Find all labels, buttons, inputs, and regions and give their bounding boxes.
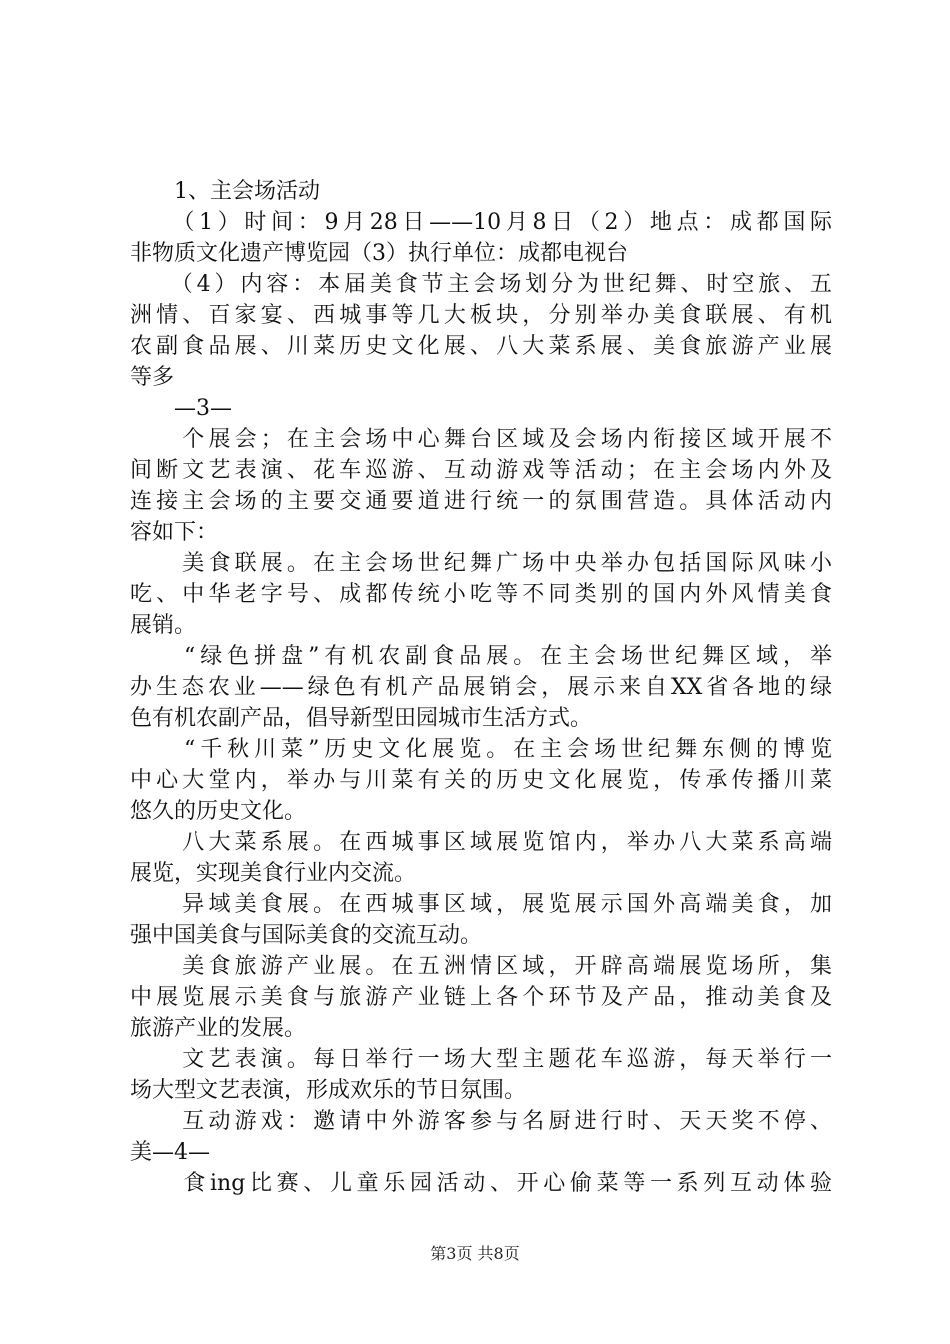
text-line: （1）时间：9月28日——10月8日（2）地点：成都国际 xyxy=(130,210,832,235)
text-line: 中展览展示美食与旅游产业链上各个环节及产品，推动美食及 xyxy=(130,985,832,1010)
text-line: 异域美食展。在西城事区域，展览展示国外高端美食，加 xyxy=(130,892,832,917)
text-line: 美食旅游产业展。在五洲情区域，开辟高端展览场所，集 xyxy=(130,954,832,979)
text-line: 美—4— xyxy=(130,1140,210,1165)
text-line: 个展会；在主会场中心舞台区域及会场内衔接区域开展不 xyxy=(130,427,832,452)
text-line: 办生态农业——绿色有机产品展销会，展示来自XX省各地的绿 xyxy=(130,675,832,700)
text-line: 展览，实现美食行业内交流。 xyxy=(130,861,417,886)
text-line: 悠久的历史文化。 xyxy=(130,799,307,824)
text-line: 等多 xyxy=(130,365,175,390)
text-line: 互动游戏：邀请中外游客参与名厨进行时、天天奖不停、 xyxy=(130,1109,832,1134)
text-line: “千秋川菜”历史文化展览。在主会场世纪舞东侧的博览 xyxy=(130,737,832,762)
text-line: 非物质文化遗产博览园（3）执行单位：成都电视台 xyxy=(130,241,628,266)
text-line: 间断文艺表演、花车巡游、互动游戏等活动；在主会场内外及 xyxy=(130,458,832,483)
text-line: 场大型文艺表演，形成欢乐的节日氛围。 xyxy=(130,1078,527,1103)
text-line: 连接主会场的主要交通要道进行统一的氛围营造。具体活动内 xyxy=(130,489,832,514)
page-marker: —3— xyxy=(130,396,232,421)
text-line: 色有机农副产品，倡导新型田园城市生活方式。 xyxy=(130,706,593,731)
text-line: “绿色拼盘”有机农副食品展。在主会场世纪舞区域，举 xyxy=(130,644,832,669)
text-line: 旅游产业的发展。 xyxy=(130,1016,307,1041)
text-line: 强中国美食与国际美食的交流互动。 xyxy=(130,923,483,948)
page-footer: 第3页 共8页 xyxy=(430,1244,520,1263)
text-line: 中心大堂内，举办与川菜有关的历史文化展览，传承传播川菜 xyxy=(130,768,832,793)
text-line: 洲情、百家宴、西城事等几大板块，分别举办美食联展、有机 xyxy=(130,303,832,328)
text-line: 美食联展。在主会场世纪舞广场中央举办包括国际风味小 xyxy=(130,551,832,576)
text-line: 八大菜系展。在西城事区域展览馆内，举办八大菜系高端 xyxy=(130,830,832,855)
text-line: 农副食品展、川菜历史文化展、八大菜系展、美食旅游产业展 xyxy=(130,334,832,359)
text-line: 展销。 xyxy=(130,613,197,638)
text-line: 容如下： xyxy=(130,520,219,545)
text-line: 文艺表演。每日举行一场大型主题花车巡游，每天举行一 xyxy=(130,1047,832,1072)
document-body xyxy=(130,176,832,1199)
text-line: 1、主会场活动 xyxy=(130,179,320,204)
text-line: 食ing比赛、儿童乐园活动、开心偷菜等一系列互动体验 xyxy=(130,1171,832,1196)
text-line: 吃、中华老字号、成都传统小吃等不同类别的国内外风情美食 xyxy=(130,582,832,607)
text-line: （4）内容：本届美食节主会场划分为世纪舞、时空旅、五 xyxy=(130,272,832,297)
